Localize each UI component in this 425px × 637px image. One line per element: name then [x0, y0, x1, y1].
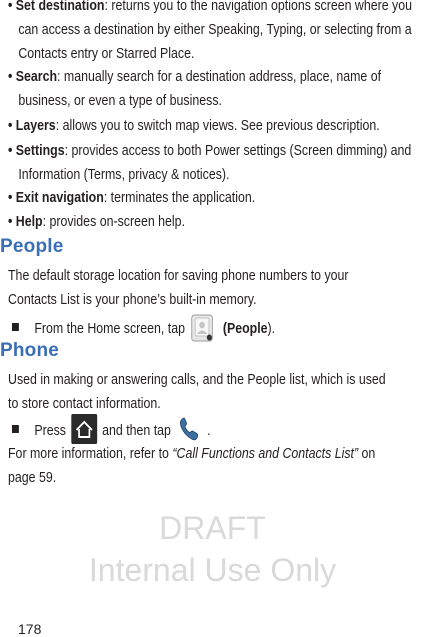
reference-link[interactable]: “Call Functions and Contacts List”	[172, 446, 359, 462]
square-bullet-icon	[12, 425, 19, 433]
bullet-dot: •	[8, 214, 16, 230]
bullet-term: Exit navigation	[15, 190, 104, 206]
people-app-icon	[190, 314, 214, 342]
bullet-term: Set destination	[15, 0, 105, 14]
bullet-term: Layers	[15, 118, 56, 134]
home-key-icon	[71, 414, 97, 444]
watermark-line: Internal Use Only	[88, 552, 337, 588]
bullet-dot: •	[8, 190, 16, 206]
bullet-set-destination	[8, 0, 419, 66]
bullet-search	[8, 65, 419, 113]
reference-text: on	[361, 446, 376, 462]
bullet-term: Settings	[15, 143, 65, 159]
step-text: ).	[267, 321, 276, 337]
bullet-text: Information (Terms, privacy & notices).	[18, 167, 230, 183]
phone-paragraph	[8, 368, 419, 416]
people-step	[12, 314, 423, 342]
bullet-text: : provides access to both Power settings (Screen dimming) and	[64, 143, 412, 159]
square-bullet-icon	[12, 323, 19, 331]
bullet-help	[8, 210, 419, 234]
bullet-dot: •	[8, 143, 16, 159]
people-paragraph	[8, 264, 419, 312]
bullet-exit-navigation	[8, 186, 419, 210]
step-bold-text: (People	[222, 321, 268, 337]
bullet-text: can access a destination by either Speaking, Typing, or selecting from a	[18, 22, 412, 38]
bullet-dot: •	[8, 69, 16, 85]
phone-step	[12, 414, 423, 444]
reference-paragraph	[8, 442, 419, 490]
bullet-dot: •	[8, 118, 16, 134]
bullet-dot: •	[8, 0, 16, 14]
paragraph-line: Contacts List is your phone’s built-in memory.	[8, 292, 257, 308]
bullet-text: : terminates the application.	[103, 190, 256, 206]
paragraph-line: The default storage location for saving phone numbers to your	[8, 268, 349, 284]
bullet-text: business, or even a type of business.	[18, 93, 222, 109]
phone-app-icon	[176, 414, 202, 444]
bullet-text: : returns you to the navigation options screen where you	[104, 0, 413, 14]
section-heading-phone: Phone	[0, 340, 60, 361]
reference-text: page 59.	[8, 470, 57, 486]
bullet-settings	[8, 139, 419, 187]
bullet-text: : allows you to switch map views. See previous description.	[55, 118, 380, 134]
page-number: 178	[18, 621, 42, 637]
reference-text: For more information, refer to	[8, 446, 169, 462]
bullet-layers	[8, 114, 419, 138]
bullet-text: Contacts entry or Starred Place.	[18, 46, 195, 62]
bullet-text: : manually search for a destination address, place, name of	[57, 69, 382, 85]
bullet-term: Search	[15, 69, 58, 85]
paragraph-line: Used in making or answering calls, and the People list, which is used	[8, 372, 386, 388]
section-heading-people: People	[0, 236, 64, 257]
paragraph-line: to store contact information.	[8, 396, 161, 412]
step-text: Press	[34, 423, 67, 439]
bullet-text: : provides on-screen help.	[42, 214, 186, 230]
step-text: and then tap	[102, 423, 171, 439]
step-text: .	[207, 423, 211, 439]
step-text: From the Home screen, tap	[34, 321, 185, 337]
bullet-term: Help	[15, 214, 43, 230]
watermark-line: DRAFT	[159, 510, 266, 546]
